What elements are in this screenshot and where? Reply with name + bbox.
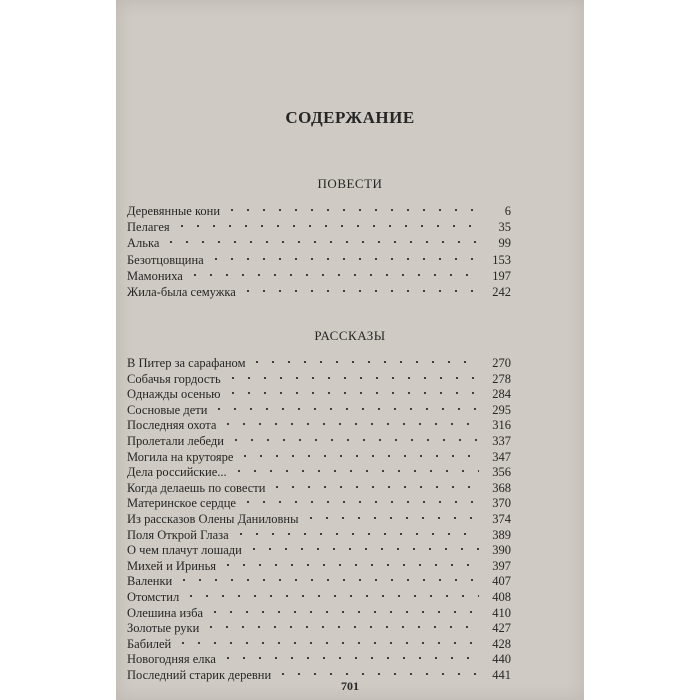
toc-entry-page: 337 bbox=[492, 433, 511, 448]
page-title: СОДЕРЖАНИЕ bbox=[285, 108, 415, 127]
dot-leader bbox=[203, 625, 479, 629]
toc-entry-title: Могила на крутояре bbox=[127, 449, 234, 464]
dot-leader bbox=[225, 376, 479, 380]
dot-leader bbox=[249, 360, 479, 364]
toc-entry bbox=[127, 203, 511, 219]
toc-entry bbox=[127, 652, 511, 668]
dot-leader bbox=[231, 469, 479, 473]
toc-entry bbox=[127, 574, 511, 590]
toc-entry-page: 441 bbox=[492, 667, 511, 682]
toc-entry bbox=[127, 434, 511, 450]
toc-entry-title: Последняя охота bbox=[127, 418, 217, 433]
toc-list-rasskazy bbox=[127, 356, 511, 683]
page-number: 701 bbox=[341, 679, 359, 693]
dot-leader bbox=[207, 610, 479, 614]
toc-entry-page: 410 bbox=[492, 605, 511, 620]
toc-entry bbox=[127, 372, 511, 388]
section-heading-povesti: ПОВЕСТИ bbox=[317, 176, 383, 191]
toc-entry bbox=[127, 606, 511, 622]
toc-entry bbox=[127, 590, 511, 606]
toc-entry-title: Мамониха bbox=[127, 268, 183, 283]
toc-entry bbox=[127, 621, 511, 637]
dot-leader bbox=[176, 578, 479, 582]
dot-leader bbox=[228, 438, 479, 442]
toc-entry-title: В Питер за сарафаном bbox=[127, 356, 246, 370]
toc-entry-title: Олешина изба bbox=[127, 605, 204, 620]
toc-entry-title: Бабилей bbox=[127, 636, 172, 651]
toc-entry-title: Алька bbox=[127, 236, 160, 251]
toc-entry-title: Однажды осенью bbox=[127, 387, 221, 402]
toc-entry-page: 35 bbox=[498, 220, 511, 235]
section-heading-rasskazy: РАССКАЗЫ bbox=[314, 328, 386, 343]
dot-leader bbox=[237, 454, 479, 458]
dot-leader bbox=[233, 532, 479, 536]
toc-entry-page: 428 bbox=[492, 636, 511, 651]
toc-entry-page: 368 bbox=[492, 480, 511, 495]
toc-entry-page: 295 bbox=[492, 402, 511, 417]
toc-entry bbox=[127, 543, 511, 559]
toc-entry bbox=[127, 356, 511, 372]
toc-entry bbox=[127, 403, 511, 419]
dot-leader bbox=[220, 563, 479, 567]
dot-leader bbox=[269, 485, 479, 489]
toc-entry-title: О чем плачут лошади bbox=[127, 543, 242, 558]
toc-entry-page: 99 bbox=[498, 236, 511, 251]
dot-leader bbox=[240, 500, 479, 504]
dot-leader bbox=[225, 391, 479, 395]
toc-entry-page: 197 bbox=[492, 268, 511, 283]
toc-entry bbox=[127, 235, 511, 251]
dot-leader bbox=[187, 273, 479, 277]
toc-entry-title: Поля Открой Глаза bbox=[127, 527, 229, 542]
dot-leader bbox=[175, 641, 479, 645]
toc-entry-page: 427 bbox=[492, 621, 511, 636]
toc-entry bbox=[127, 559, 511, 575]
toc-entry bbox=[127, 252, 511, 268]
toc-entry-title: Михей и Иринья bbox=[127, 558, 217, 573]
toc-entry bbox=[127, 496, 511, 512]
toc-entry-title: Валенки bbox=[127, 574, 173, 589]
dot-leader bbox=[303, 516, 479, 520]
toc-entry-page: 347 bbox=[492, 449, 511, 464]
toc-entry-page: 270 bbox=[492, 356, 511, 370]
toc-entry-title: Пелагея bbox=[127, 220, 170, 235]
toc-list-povesti bbox=[127, 203, 511, 300]
toc-entry-title: Жила-была семужка bbox=[127, 284, 236, 299]
toc-entry-page: 440 bbox=[492, 652, 511, 667]
toc-entry bbox=[127, 465, 511, 481]
toc-entry bbox=[127, 219, 511, 235]
dot-leader bbox=[211, 407, 479, 411]
toc-entry bbox=[127, 450, 511, 466]
toc-entry bbox=[127, 268, 511, 284]
dot-leader bbox=[163, 240, 479, 244]
toc-entry bbox=[127, 528, 511, 544]
toc-entry-title: Последний старик деревни bbox=[127, 667, 272, 682]
toc-entry-page: 397 bbox=[492, 558, 511, 573]
toc-entry-page: 374 bbox=[492, 511, 511, 526]
toc-entry-page: 278 bbox=[492, 371, 511, 386]
toc-entry-page: 389 bbox=[492, 527, 511, 542]
toc-entry-title: Из рассказов Олены Даниловны bbox=[127, 511, 299, 526]
toc-entry-title: Новогодняя елка bbox=[127, 652, 216, 667]
dot-leader bbox=[220, 656, 479, 660]
dot-leader bbox=[220, 422, 479, 426]
dot-leader bbox=[224, 208, 479, 212]
dot-leader bbox=[174, 224, 479, 228]
toc-entry-title: Собачья гордость bbox=[127, 371, 221, 386]
toc-entry-page: 390 bbox=[492, 543, 511, 558]
toc-entry-page: 284 bbox=[492, 387, 511, 402]
dot-leader bbox=[208, 257, 479, 261]
toc-entry-page: 408 bbox=[492, 589, 511, 604]
toc-entry-title: Когда делаешь по совести bbox=[127, 480, 266, 495]
toc-entry-page: 242 bbox=[492, 284, 511, 299]
toc-entry-page: 316 bbox=[492, 418, 511, 433]
toc-entry-page: 6 bbox=[504, 204, 511, 218]
toc-entry bbox=[127, 418, 511, 434]
dot-leader bbox=[240, 289, 479, 293]
toc-entry-page: 407 bbox=[492, 574, 511, 589]
toc-entry-title: Дела российские... bbox=[127, 465, 227, 480]
toc-entry-title: Деревянные кони bbox=[127, 204, 221, 218]
toc-entry bbox=[127, 481, 511, 497]
toc-entry bbox=[127, 512, 511, 528]
toc-entry-title: Безотцовщина bbox=[127, 252, 204, 267]
toc-entry bbox=[127, 284, 511, 300]
toc-entry-title: Сосновые дети bbox=[127, 402, 208, 417]
book-page bbox=[116, 0, 584, 700]
toc-entry bbox=[127, 387, 511, 403]
toc-entry-title: Материнское сердце bbox=[127, 496, 236, 511]
dot-leader bbox=[183, 594, 479, 598]
toc-entry-page: 153 bbox=[492, 252, 511, 267]
toc-entry-page: 370 bbox=[492, 496, 511, 511]
toc-entry bbox=[127, 637, 511, 653]
dot-leader bbox=[246, 547, 479, 551]
toc-entry-title: Пролетали лебеди bbox=[127, 433, 224, 448]
toc-entry-title: Отомстил bbox=[127, 589, 180, 604]
toc-entry-title: Золотые руки bbox=[127, 621, 200, 636]
toc-entry-page: 356 bbox=[492, 465, 511, 480]
dot-leader bbox=[275, 672, 479, 676]
